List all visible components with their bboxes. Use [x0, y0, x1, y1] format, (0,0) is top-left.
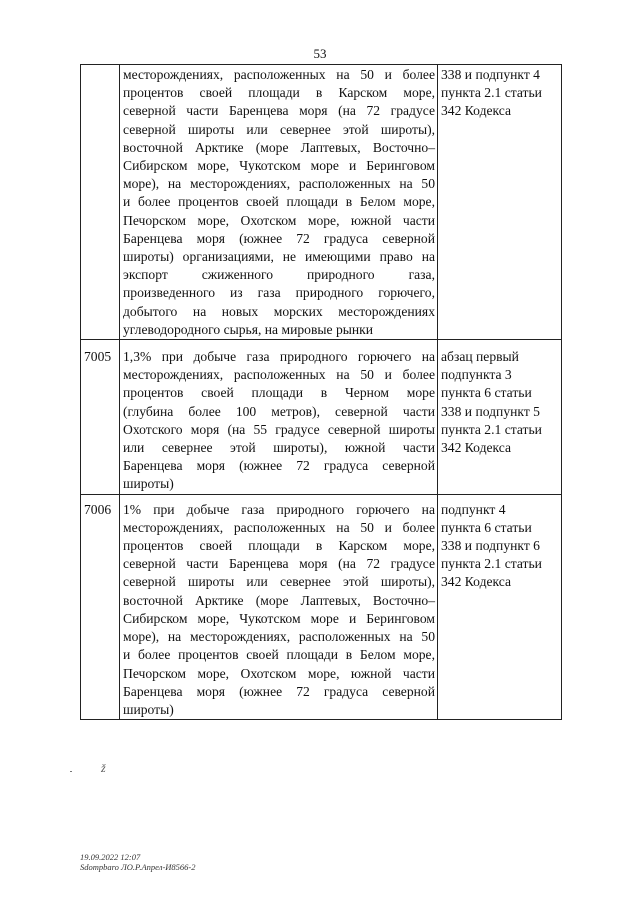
- tax-codes-table: [80, 64, 562, 720]
- row-reference: [438, 65, 562, 340]
- description-line: Сибирском море, Чукотском море и Беринговом: [123, 158, 435, 174]
- description-line: или севернее этой широты), южной части: [123, 440, 435, 456]
- row-description: [120, 340, 438, 495]
- row-reference: [438, 494, 562, 719]
- description-line: месторождениях, расположенных на 50 и более: [123, 67, 435, 82]
- description-line: восточной Арктике (море Лаптевых, Восточно–: [123, 139, 435, 155]
- description-line: северной широты или севернее этой широты),: [123, 121, 435, 137]
- description-line: 1% при добыче газа природного горючего на: [123, 501, 435, 517]
- description-line: месторождениях, расположенных на 50 и более: [123, 519, 435, 535]
- description-line: море), на месторождениях, расположенных на 50: [123, 176, 435, 192]
- footer-file-reference: Sdompbaro ЛО.Р.Апрел-И8566-2: [80, 862, 196, 872]
- row-code: [81, 65, 120, 340]
- reference-line: пункта 2.1 статьи: [441, 556, 542, 572]
- document-footer: [80, 852, 196, 872]
- description-line: добытого на новых морских месторождениях: [123, 303, 435, 319]
- reference-line: 342 Кодекса: [441, 440, 512, 456]
- description-line: и более процентов своей площади в Белом море,: [123, 647, 435, 663]
- description-line: северной части Баренцева моря (на 72 градусе: [123, 556, 435, 572]
- description-line: процентов своей площади в Черном море: [123, 385, 435, 401]
- description-line: восточной Арктике (море Лаптевых, Восточно–: [123, 592, 435, 608]
- description-line: Охотского моря (на 55 градусе северной широты: [123, 421, 435, 437]
- table-row: [81, 340, 562, 495]
- reference-line: пункта 6 статьи: [441, 385, 532, 401]
- row-code: 7005: [81, 340, 120, 495]
- description-line: море), на месторождениях, расположенных на 50: [123, 629, 435, 645]
- description-line: Баренцева моря (южнее 72 градуса северной: [123, 458, 435, 474]
- scan-speck: [70, 771, 72, 772]
- description-line: Баренцева моря (южнее 72 градуса северной: [123, 683, 435, 699]
- reference-line: 338 и подпункт 4: [441, 67, 540, 82]
- row-code: 7006: [81, 494, 120, 719]
- description-line: Сибирском море, Чукотском море и Беринговом: [123, 610, 435, 626]
- footer-timestamp: 19.09.2022 12:07: [80, 852, 141, 862]
- description-line: месторождениях, расположенных на 50 и более: [123, 367, 435, 383]
- reference-line: 342 Кодекса: [441, 103, 512, 119]
- reference-line: пункта 2.1 статьи: [441, 85, 542, 101]
- description-line: (глубина более 100 метров), северной части: [123, 403, 435, 419]
- description-line: северной части Баренцева моря (на 72 градусе: [123, 103, 435, 119]
- reference-line: пункта 2.1 статьи: [441, 421, 542, 437]
- reference-line: 338 и подпункт 6: [441, 538, 540, 554]
- stray-mark: ž: [101, 761, 106, 775]
- description-line: произведенного из газа природного горючего,: [123, 285, 435, 301]
- description-line: северной широты или севернее этой широты),: [123, 574, 435, 590]
- description-line: широты) организациями, не имеющими право на: [123, 249, 435, 265]
- row-description: [120, 494, 438, 719]
- description-line: Печорском море, Охотском море, южной части: [123, 212, 435, 228]
- reference-line: абзац первый: [441, 349, 519, 365]
- reference-line: 342 Кодекса: [441, 574, 512, 590]
- reference-line: пункта 6 статьи: [441, 519, 532, 535]
- reference-line: подпункт 4: [441, 501, 506, 517]
- reference-line: 338 и подпункт 5: [441, 403, 540, 419]
- table-row: [81, 494, 562, 719]
- description-line: широты): [123, 701, 174, 717]
- row-description: [120, 65, 438, 340]
- description-line: и более процентов своей площади в Белом море,: [123, 194, 435, 210]
- description-line: широты): [123, 476, 174, 492]
- description-line: Печорском море, Охотском море, южной части: [123, 665, 435, 681]
- description-line: 1,3% при добыче газа природного горючего на: [123, 349, 435, 365]
- table-row: [81, 65, 562, 340]
- description-line: экспорт сжиженного природного газа,: [123, 267, 435, 283]
- page-number: 53: [313, 46, 327, 61]
- row-reference: [438, 340, 562, 495]
- description-line: процентов своей площади в Карском море,: [123, 538, 435, 554]
- description-line: процентов своей площади в Карском море,: [123, 85, 435, 101]
- description-line: углеводородного сырья, на мировые рынки: [123, 321, 374, 337]
- description-line: Баренцева моря (южнее 72 градуса северной: [123, 230, 435, 246]
- reference-line: подпункта 3: [441, 367, 512, 383]
